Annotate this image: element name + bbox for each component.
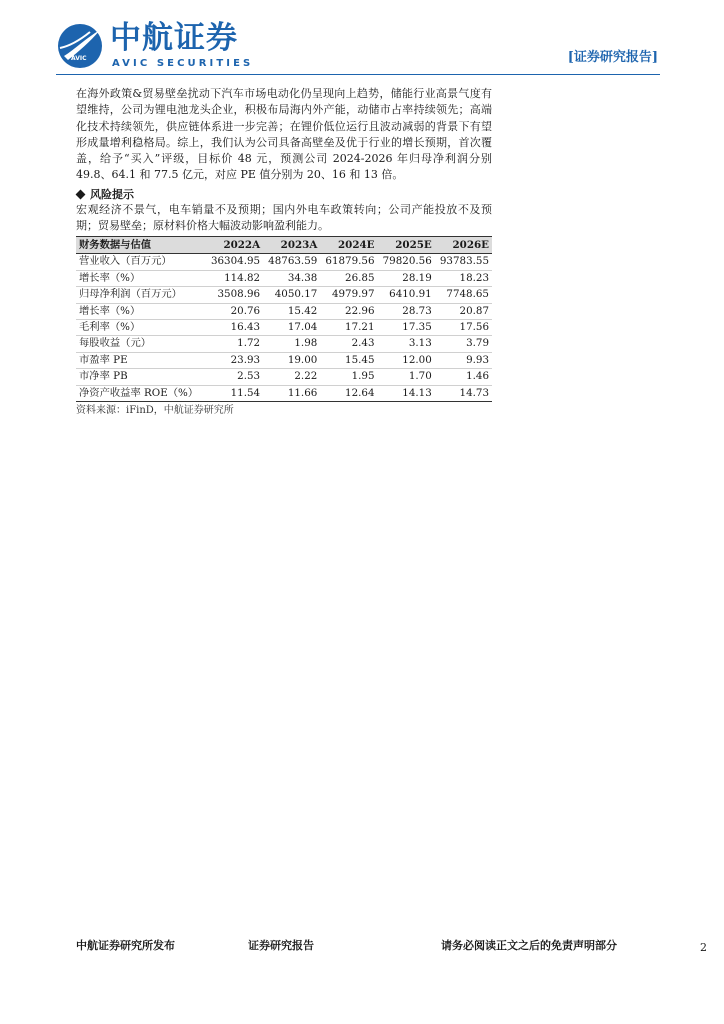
value-cell: 17.35 (402, 321, 432, 333)
table-row (76, 385, 492, 401)
value-cell: 26.85 (345, 271, 375, 284)
value-cell: 20.76 (230, 304, 261, 317)
row-label-cell: 增长率（%） (79, 304, 141, 317)
table-header-cell: 2024E (338, 239, 375, 252)
table-header-cell: 2022A (223, 239, 261, 252)
value-cell: 14.13 (402, 386, 432, 399)
value-cell: 28.19 (402, 271, 432, 284)
value-cell: 2.22 (294, 370, 318, 383)
value-cell: 15.45 (345, 353, 375, 366)
value-cell: 9.93 (466, 353, 489, 366)
footer-report-type: 证券研究报告 (248, 939, 314, 952)
value-cell: 7748.65 (446, 288, 489, 301)
value-cell: 12.64 (345, 386, 375, 399)
value-cell: 34.38 (287, 271, 318, 284)
page-header (0, 0, 724, 82)
value-cell: 14.73 (459, 386, 489, 399)
row-label-cell: 归母净利润（百万元） (79, 288, 182, 301)
page-footer (0, 938, 724, 958)
value-cell: 11.66 (287, 386, 318, 399)
value-cell: 1.95 (351, 370, 375, 383)
table-body (76, 254, 492, 402)
svg-text:AVIC: AVIC (71, 55, 87, 62)
footer-publisher: 中航证券研究所发布 (76, 939, 175, 952)
header-divider (56, 74, 660, 75)
row-label-cell: 增长率（%） (79, 271, 141, 284)
value-cell: 12.00 (402, 353, 432, 366)
risk-section-title (76, 187, 492, 202)
row-label-cell: 毛利率（%） (79, 321, 141, 333)
value-cell: 114.82 (224, 271, 261, 284)
row-label-cell: 每股收益（元） (79, 337, 152, 350)
value-cell: 20.87 (459, 304, 489, 317)
value-cell: 6410.91 (389, 288, 432, 301)
financial-forecast-table (76, 236, 492, 402)
value-cell: 1.70 (408, 370, 432, 383)
brand-name-cn: 中航证券 (110, 20, 238, 56)
row-label-cell: 市净率 PB (79, 370, 128, 383)
value-cell: 17.04 (287, 321, 318, 333)
value-cell: 28.73 (402, 304, 432, 317)
brand-name-en: AVIC SECURITIES (112, 58, 254, 69)
row-label-cell: 营业收入（百万元） (79, 255, 172, 268)
table-header-cell: 2023A (280, 239, 318, 252)
value-cell: 17.56 (459, 321, 489, 333)
table-row (76, 336, 492, 352)
value-cell: 48763.59 (268, 255, 318, 268)
table-header-row (76, 237, 492, 254)
value-cell: 93783.55 (439, 255, 489, 268)
table-row (76, 369, 492, 385)
table-header-cell: 2025E (395, 239, 432, 252)
value-cell: 79820.56 (382, 255, 432, 268)
table-row (76, 270, 492, 286)
table-row (76, 287, 492, 303)
value-cell: 16.43 (230, 321, 261, 333)
risk-text: 宏观经济不景气，电车销量不及预期；国内外电车政策转向；公司产能投放不及预期；贸易壁垒；原材料价格大幅波动影响盈利能力。 (76, 202, 492, 233)
value-cell: 19.00 (287, 353, 318, 366)
value-cell: 22.96 (345, 304, 375, 317)
table-header-cell: 2026E (452, 239, 489, 252)
value-cell: 61879.56 (325, 255, 375, 268)
value-cell: 3.13 (408, 337, 432, 350)
value-cell: 1.98 (294, 337, 318, 350)
row-label-cell: 净资产收益率 ROE（%） (79, 386, 199, 399)
value-cell: 1.72 (237, 337, 261, 350)
value-cell: 2.43 (351, 337, 375, 350)
table-row (76, 352, 492, 368)
value-cell: 3508.96 (217, 288, 261, 301)
value-cell: 36304.95 (210, 255, 261, 268)
value-cell: 15.42 (287, 304, 318, 317)
page-number: 2 (700, 941, 707, 954)
report-content (76, 86, 492, 418)
diamond-bullet-icon (76, 189, 86, 199)
value-cell: 23.93 (230, 353, 261, 366)
value-cell: 11.54 (230, 386, 261, 399)
table-header-cell: 财务数据与估值 (79, 239, 152, 252)
value-cell: 4979.97 (331, 288, 375, 301)
investment-summary-paragraph: 在海外政策&贸易壁垒扰动下汽车市场电动化仍呈现向上趋势，储能行业高景气度有望维持，公司为锂电池龙头企业，积极布局海内外产能，动储市占率持续领先；高端化技术持续领先，供应链体系进一步完善；在锂价低位运行且波动减弱的背景下有望形成量增利稳格局。综上，我们认为公司具备高壁垒及优于行业的增长预期，首次覆盖，给予“买入”评级，目标价 48 元，预测公司 2024-2026 年归母净利润分别 49.8、64.1 和 77.5 亿元，对应 PE 值分别为 20、16 和 13 倍。 (76, 87, 492, 182)
value-cell: 3.79 (466, 337, 489, 350)
avic-logo-icon (56, 22, 104, 70)
report-type-tag: [证券研究报告] (567, 50, 658, 65)
table-row (76, 320, 492, 336)
value-cell: 17.21 (345, 321, 375, 333)
value-cell: 18.23 (459, 271, 489, 284)
table-row (76, 254, 492, 270)
value-cell: 2.53 (237, 370, 261, 383)
table-source-note: 资料来源：iFinD，中航证券研究所 (76, 405, 234, 417)
risk-title-text: 风险提示 (90, 187, 134, 201)
value-cell: 4050.17 (274, 288, 318, 301)
table-row (76, 303, 492, 319)
value-cell: 1.46 (466, 370, 489, 383)
footer-disclaimer-note: 请务必阅读正文之后的免责声明部分 (441, 939, 617, 952)
row-label-cell: 市盈率 PE (79, 353, 128, 366)
